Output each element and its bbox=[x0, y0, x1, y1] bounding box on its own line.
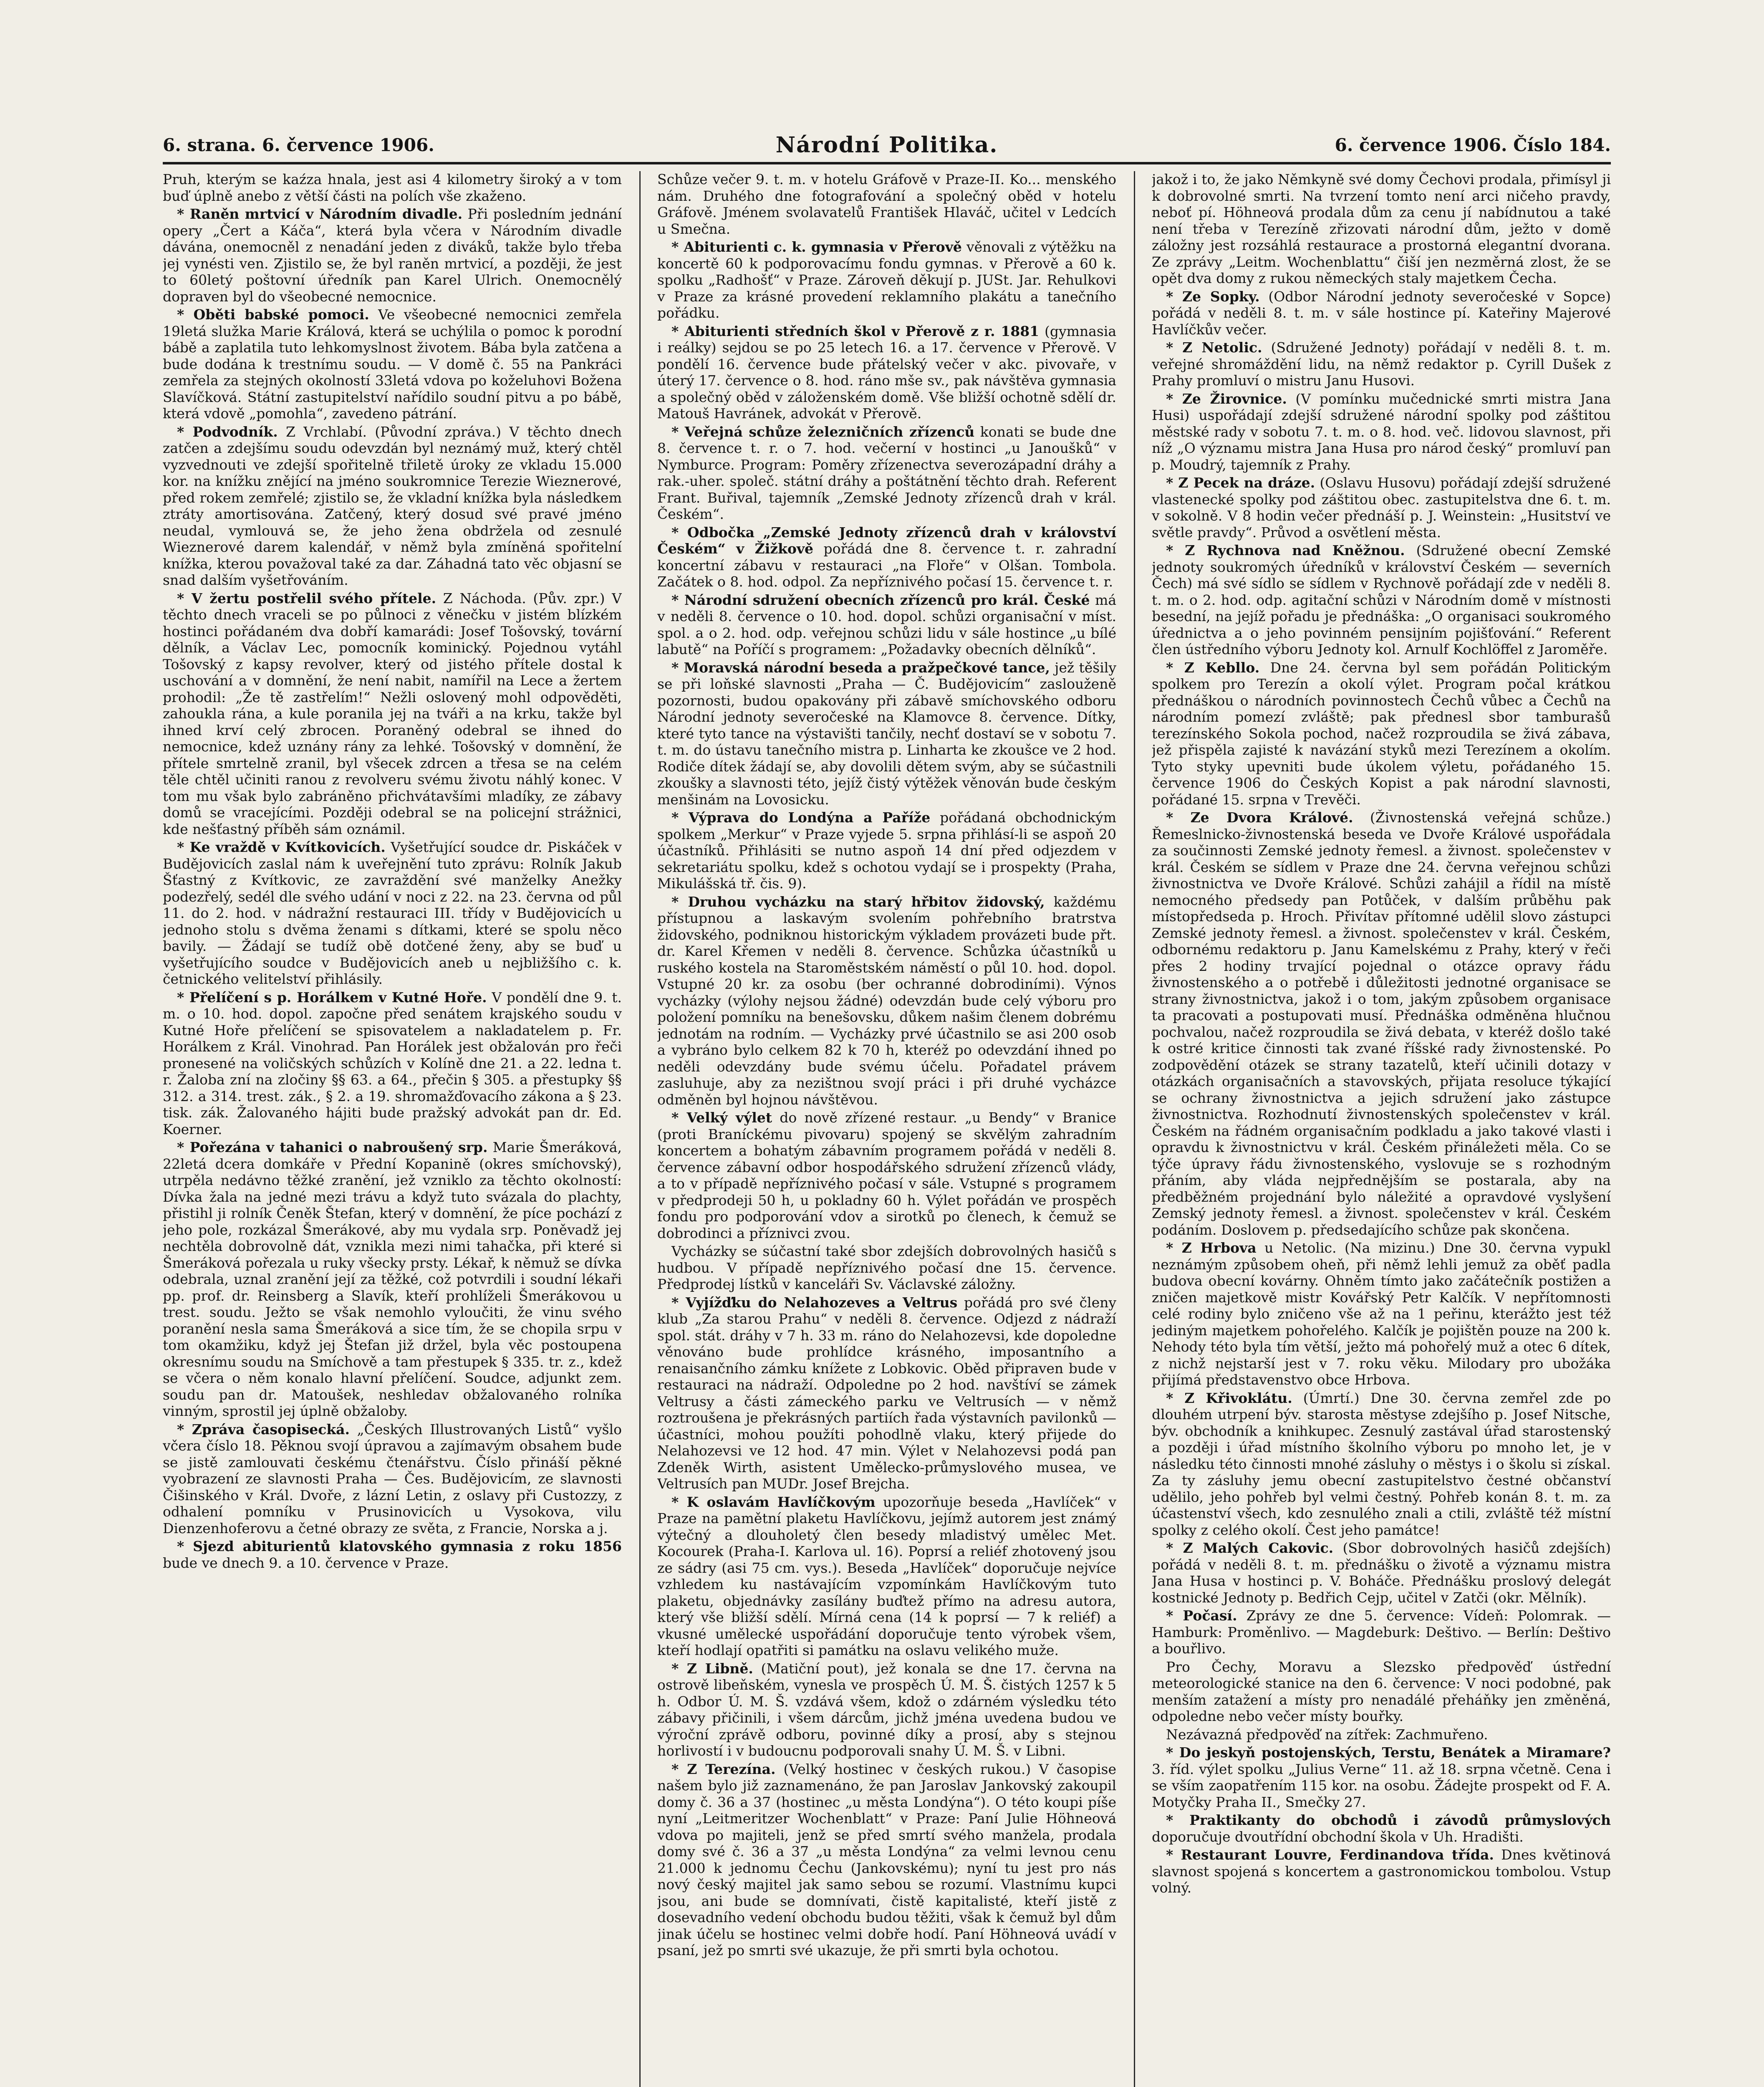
article-paragraph bbox=[163, 171, 622, 204]
article-text: konati se bude dne 8. července t. r. o 7. hod. večerní v hostinci „u Janoušků“ v Nymburce. Program: Poměry zřízenectva severozápadní dráhy a rak.-uher. společ. státní dráhy a poštátnění těchto drah. Referent Frant. Buřival, tajemník „Zemské Jednoty zřízenců drah v král. Českém“. bbox=[657, 423, 1116, 522]
article-paragraph bbox=[1152, 1390, 1611, 1539]
article-text: Pruh, kterým se kaźza hnala, jest asi 4 kilometry široký a v tom buď úplně anebo z větší části na polích vše zkaženo. bbox=[163, 171, 622, 204]
article-text: bude ve dnech 9. a 10. července v Praze. bbox=[163, 1554, 449, 1571]
article-text: věnovali z výtěžku na koncertě 60 k podporovacímu fondu gymnas. v Přerově a 60 k. spolku „Radhošť“ v Praze. Zároveň děkují p. JUSt. Jar. Rehulkovi v Praze za krásné provedení reklamního plakátu a tanečního pořádku. bbox=[657, 239, 1116, 321]
article-heading: * K oslavám Havlíčkovým bbox=[671, 1493, 876, 1510]
article-heading: * Z Kebllo. bbox=[1166, 659, 1260, 676]
article-heading: * Ze Žirovnice. bbox=[1166, 390, 1287, 407]
article-heading: * Počasí. bbox=[1166, 1607, 1237, 1624]
article-paragraph bbox=[657, 1761, 1116, 1959]
article-text: Z Vrchlabí. (Původní zpráva.) V těchto dnech zatčen a zdejšímu soudu odevzdán byl neznámý muž, který chtěl vyzvednouti ve zdejší spořitelně třiletě úroky ze vkladu 15.000 kor. na knížku znějící na jméno soukromnice Terezie Wieznerové, před rokem zemřelé; zjistilo se, že vkladní knížka byla následkem ztráty amortisována. Zatčený, který dosud své pravé jméno neudal, vymlouvá se, že jeho žena obdržela od zesnulé Wieznerové darem kalendář, v němž byla zmíněná spořitelní knížka, kterou považoval také za dar. Záhadná tato věc objasní se snad dalším vyšetřováním. bbox=[163, 423, 622, 588]
masthead-rule bbox=[163, 162, 1611, 164]
article-text: jakož i to, že jako Němkyně své domy Čechovi prodala, přimísyl ji k dobrovolné smrti. Na tvrzení tomto není arci ničeho pravdy, neboť pí. Höhneová prodala dům za cenu jí nabídnutou a také není třeba v Terezíně zřizovati národní dům, ježto v domě záložny jest rozsáhlá restaurace a prostorná elegantní dvorana. Ze zprávy „Leitm. Wochenblattu“ čiší jen nezměrná zlost, že se opět dva domy z rukou německých staly majetkem Čecha. bbox=[1152, 171, 1611, 286]
article-text: Při posledním jednání opery „Čert a Káča“, která byla včera v Národním divadle dávána, onemocněl z nenadání jeden z diváků, takže bylo třeba jej vynésti ven. Zjistilo se, že byl raněn mrtvicí, a později, že jest to 60letý poštovní úředník pan Karel Ulrich. Onemocnělý dopraven byl do všeobecné nemocnice. bbox=[163, 206, 622, 305]
article-text: Nezávazná předpověď na zítřek: Zachmuřeno. bbox=[1166, 1726, 1488, 1743]
article-paragraph bbox=[1152, 542, 1611, 658]
article-text: Zprávy ze dne 5. července: Vídeň: Polomrak. — Hamburk: Proměnlivo. — Magdeburk: Deštivo. — Berlín: Deštivo a bouřlivo. bbox=[1152, 1607, 1611, 1657]
article-paragraph bbox=[1152, 1812, 1611, 1845]
page-number-date: 6. strana. 6. července 1906. bbox=[163, 135, 434, 155]
article-text: Marie Šmeráková, 22letá dcera domkáře v Přední Kopanině (okres smíchovský), utrpěla nedávno těžké zranění, jež vzniklo za těchto okolností: Dívka žala na jedné mezi trávu a když tuto svázala do plachty, přistihl ji rolník Čeněk Štefan, který v domnění, že píce pochází z jeho pole, rozkázal Šmerákové, aby mu vydala srp. Poněvadž jej nechtěla dobrovolně dát, vznikla mezi nimi tahačka, při které si Šmeráková pořezala u ruky všecky prsty. Lékař, k němuž se dívka odebrala, uznal zranění její za těžké, což potvrdili i soudní lékaři pp. prof. dr. Reinsberg a Slavík, kteří prohlíželi Šmerákovou u trest. soudu. Ježto se však nemohlo vyloučiti, že vinu svého poranění nesla sama Šmeráková a sice tím, že se chopila srpu v tom okamžiku, když jej Štefan již držel, byla věc postoupena okresnímu soudu na Smíchově a tam přestupek § 335. tr. z., kdež se včera o něm konalo hlavní přelíčení. Soudce, adjunkt zem. soudu pan dr. Matoušek, neshledav obžalovaného rolníka vinným, sprostil jej úplně obžaloby. bbox=[163, 1139, 622, 1419]
article-paragraph bbox=[657, 1660, 1116, 1759]
article-heading: * Z Netolic. bbox=[1166, 339, 1262, 356]
article-heading: * Z Hrbova bbox=[1166, 1240, 1257, 1256]
article-paragraph bbox=[163, 424, 622, 589]
article-text: (Sdružené obecní Zemské jednoty soukromých úředníků v království Českém — severních Čech) má své sídlo se sídlem v Rychnově pořádají zde v neděli 8. t. m. o 2. hod. odp. agitační schůzi v Národním domě v místnosti besední, na jejíž pořadu je přednáška: „O organisaci soukromého úřednictva a o jeho povinném pensijním pojišťování.“ Referent člen ústředního výboru Jednoty kol. Arnulf Kochlöffel z Jaroměře. bbox=[1152, 542, 1611, 657]
column-3 bbox=[1152, 171, 1611, 2087]
article-text: (V pomínku mučednické smrti mistra Jana Husi) uspořádají zdejší sdružené národní spolky pod záštitou městské rady v sobotu 7. t. m. o 8. hod. več. lidovou slavnost, při níž „O významu mistra Jana Husa pro národ český“ promluví pan p. Moudrý, tajemník z Prahy. bbox=[1152, 390, 1611, 473]
article-paragraph bbox=[657, 171, 1116, 237]
article-paragraph bbox=[163, 1421, 622, 1537]
article-heading: * Abiturienti c. k. gymnasia v Přerově bbox=[671, 239, 962, 255]
article-heading: * Výprava do Londýna a Paříže bbox=[671, 809, 931, 826]
article-paragraph bbox=[657, 809, 1116, 892]
column-divider-2 bbox=[1134, 171, 1135, 2087]
article-paragraph bbox=[657, 524, 1116, 590]
article-paragraph bbox=[657, 239, 1116, 321]
article-heading: * Zpráva časopisecká. bbox=[177, 1421, 350, 1438]
article-heading: * Raněn mrtvicí v Národním divadle. bbox=[177, 206, 463, 222]
article-paragraph bbox=[163, 590, 622, 838]
article-text: u Netolic. (Na mizinu.) Dne 30. června vypukl neznámým způsobem oheň, při němž lehli jemuž za oběť padla budova obecní kovárny. Ohněm tímto jako začátečník postižen a zničen majetkově mistr Kovářský Petr Kalčík. V nepřítomnosti celé rodiny bylo zničeno vše až na 1 peřinu, kterážto jest též jediným majetkem pohořelého. Kalčík je pojištěn pouze na 200 k. Nehody této byla tím větší, ježto má pohořelý muž a otec 6 dítek, z nichž nejstarší jest v 7. roku věku. Milodary pro ubožáka přijímá představenstvo obce Hrbova. bbox=[1152, 1240, 1611, 1388]
article-heading: * Z Křivoklátu. bbox=[1166, 1390, 1292, 1406]
issue-number-date: 6. července 1906. Číslo 184. bbox=[1335, 135, 1611, 155]
column-divider-1 bbox=[639, 171, 641, 2087]
article-heading: * Z Rychnova nad Kněžnou. bbox=[1166, 542, 1405, 558]
article-text: jež těšily se při loňské slavnosti „Praha — Č. Budějovicím“ zaslouženě pozornosti, budou opakovány při zábavě smíchovského odboru Národní jednoty severočeské na Klamovce 8. července. Dítky, které tyto tance na výstavišti tančily, nechť dostaví se v sobotu 7. t. m. do ústavu tanečního mistra p. Linharta ke zkoušce ve 2 hod. Rodiče dítek žádají se, aby dovolili dětem svým, aby se súčastnili zkoušky a slavnosti této, jejíž čistý výtěžek věnován bude českým menšinám na Lovosicku. bbox=[657, 659, 1116, 808]
article-heading: * Moravská národní beseda a pražpečkové tance, bbox=[671, 659, 1050, 676]
newspaper-page bbox=[163, 134, 1611, 2087]
article-paragraph bbox=[657, 1494, 1116, 1659]
article-text: (gymnasia i reálky) sejdou se po 25 letech 16. a 17. července v Přerově. V pondělí 16. července bude přátelský večer v akc. pivovaře, v úterý 17. července o 8. hod. ráno mše sv., pak návštěva gymnasia a společný oběd v záloženském domě. Vše bližší ochotně sdělí dr. Matouš Havránek, advokát v Přerově. bbox=[657, 323, 1116, 422]
article-paragraph bbox=[1152, 339, 1611, 389]
column-1 bbox=[163, 171, 622, 2087]
article-paragraph bbox=[657, 894, 1116, 1108]
article-heading: * Ke vraždě v Kvítkovicích. bbox=[177, 839, 386, 855]
article-text: Ve všeobecné nemocnici zemřela 19letá služka Marie Králová, která se uchýlila o pomoc k porodní bábě a zaplatila tuto lehkomyslnost životem. Bába byla zatčena a bude dodána k trestnímu soudu. — V domě č. 55 na Pankráci zemřela za stejných okolností 33letá vdova po koželuhovi Božena Slavíčková. Státní zastupitelství nařídilo soudní pitvu a po bábě, která vdově „pomohla“, zavedeno pátrání. bbox=[163, 306, 622, 422]
article-text: (Sdružené Jednoty) pořádají v neděli 8. t. m. veřejné shromáždění lidu, na němž redaktor p. Cyrill Dušek z Prahy promluví o mistru Janu Husovi. bbox=[1152, 339, 1611, 389]
article-paragraph bbox=[1152, 809, 1611, 1238]
article-paragraph bbox=[657, 1294, 1116, 1492]
article-heading: * Oběti babské pomoci. bbox=[177, 306, 369, 323]
article-text: (Sbor dobrovolných hasičů zdejších) pořádá v neděli 8. t. m. přednášku o životě a významu mistra Jana Husa v hostinci p. V. Boháče. Přednášku proslový delegát kostnické Jednoty p. Bedřich Cejp, učitel v Zatči (okr. Mělník). bbox=[1152, 1540, 1611, 1606]
article-heading: * Velký výlet bbox=[671, 1109, 772, 1126]
article-heading: * Vyjížďku do Nelahozeves a Veltrus bbox=[671, 1294, 958, 1311]
article-paragraph bbox=[163, 1139, 622, 1420]
article-text: (Oslavu Husovu) pořádají zdejší sdružené vlastenecké spolky pod záštitou obec. zastupitelstva dne 6. t. m. v sokolně. V 8 hodin večer přednáší p. J. Weinstein: „Husitství ve světle pravdy“. Průvod a osvětlení města. bbox=[1152, 475, 1611, 541]
article-heading: * V žertu postřelil svého přítele. bbox=[177, 590, 437, 606]
article-heading: * Veřejná schůze železničních zřízenců bbox=[671, 423, 975, 440]
article-text: Schůze večer 9. t. m. v hotelu Gráfově v Praze-II. Ko... menského nám. Druhého dne fotografování a společný oběd v hotelu Gráfově. Jménem svolavatelů František Hlaváč, učitel v Ledcích u Smečna. bbox=[657, 171, 1116, 237]
article-paragraph bbox=[1152, 659, 1611, 808]
article-text: 3. říd. výlet spolku „Julius Verne“ 11. až 18. srpna včetně. Cena i se vším zaopatřením 115 kor. na osobu. Žádejte prospekt od F. A. Motyčky Praha II., Smečky 27. bbox=[1152, 1761, 1611, 1810]
article-text: pořádá dne 8. července t. r. zahradní koncertní zábavu v restauraci „na Floře“ v Olšan. Tombola. Začátek o 8. hod. odpol. Za nepříznivého počasí 15. července t. r. bbox=[657, 541, 1116, 590]
article-text: (Živnostenská veřejná schůze.) Řemeslnicko-živnostenská beseda ve Dvoře Králové uspořádala za součinnosti Zemské jednoty řemesl. a živnost. společenstev v král. Českém se sídlem v Praze dne 24. června veřejnou schůzi živnostnictva ve Dvoře Králové. Schůzi zahájil a řídil na místě nemocného předsedy pan Potůček, v dalším průběhu pak místopředseda p. Hroch. Přivítav přítomné udělil slovo zástupci Zemské jednoty řemesl. a živnost. společenstev v král. Českém, odbornému redaktoru p. Janu Kamelskému z Prahy, který v řeči přes 2 hodiny trvající pojednal o otázce opravy řádu živnostenského a o potřebě i důležitosti jednotné organisace se strany živnostnictva, jakož i o tom, jakým způsobem organisace ta pracovati a postupovati musí. Přednáška odměněna hlučnou pochvalou, načež rozproudila se živá debata, v kteréž došlo také k ostré kritice činnosti tak zvané říšské rady živnostenské. Po zodpovědění otázek se strany tazatelů, kteří učinili dotazy v otázkách organisačních a stavovských, přijata resoluce týkající se ochrany živnostnictva a jejich sdružení jako zástupce živnostnictva. Rozhodnutí živnostenských společenstev v král. Českém na řádném organisačním podkladu a jako takové vlasti i opravdu k živnostnictvu v král. Českém přináležeti měla. Co se týče úpravy řádu živnostenského, vyslovuje se s rozhodným přáním, aby vláda nejpřednějším se postarala, aby na předběžném projednání bylo náležité a opravdové vyslyšení Zemský jednoty řemesl. a živnost. společenstev v král. Českém podáním. Doslovem p. předsedajícího schůze pak skončena. bbox=[1152, 809, 1611, 1238]
article-paragraph bbox=[1152, 171, 1611, 287]
article-heading: * Abiturienti středních škol v Přerově z r. 1881 bbox=[671, 323, 1040, 339]
article-text: má v neděli 8. července o 10. hod. dopol. schůzi organisační v míst. spol. a o 2. hod. odp. veřejnou schůzi lidu v sále hostince „u bílé labutě“ na Poříčí s programem: „Požadavky obecních dělníků“. bbox=[657, 591, 1116, 657]
article-heading: * Z Malých Cakovic. bbox=[1166, 1540, 1334, 1556]
article-heading: * Národní sdružení obecních zřízenců pro král. České bbox=[671, 591, 1090, 608]
article-paragraph bbox=[657, 424, 1116, 523]
article-heading: * Z Terezína. bbox=[671, 1761, 776, 1777]
article-paragraph bbox=[657, 1243, 1116, 1293]
article-paragraph bbox=[1152, 1607, 1611, 1657]
article-heading: * Praktikanty do obchodů i závodů průmyslových bbox=[1166, 1812, 1611, 1828]
article-text: (Matiční pout), jež konala se dne 17. června na ostrově libeňském, vynesla ve prospěch Ú. M. Š. čistých 1257 k 5 h. Odbor Ú. M. Š. vzdává všem, kdož o zdárném výsledku této zábavy přičinili, i všem dárcům, jichž jména uvedena budou ve výroční zprávě odboru, povinné díky a prosí, aby s stejnou horlivostí i v budoucnu podporovali snahy Ú. M. Š. v Libni. bbox=[657, 1660, 1116, 1759]
article-paragraph bbox=[1152, 475, 1611, 541]
article-text: Pro Čechy, Moravu a Slezsko předpověď ústřední meteorologické stanice na den 6. července: V noci podobné, pak menším zatažení a místy pro nenadálé přeháňky jen změněná, odpoledne nebo večer místy bouřky. bbox=[1152, 1658, 1611, 1724]
article-text: (Velký hostinec v českých rukou.) V časopise našem bylo již zaznamenáno, že pan Jaroslav Jankovský zakoupil domy č. 36 a 37 (hostinec „u města Londýna“). O této koupi píše nyní „Leitmeritzer Wochenblatt“ v Praze: Paní Julie Höhneová vdova po majiteli, jenž se před smrtí svého manžela, prodala domy své č. 36 a 37 „u města Londýna“ za velmi levnou cenu 21.000 k jednomu Čechu (Jankovskému); nyní tu jest pro nás nový český majitel jak samo sebou se rozumí. Vlastnímu kupci jsou, ani bude se domnívati, čistě kapitalisté, kteří jistě z dosevadního vedení obchodu budou těžiti, však k čemuž byl dům jinak účelu se hostinec velmi dobře hodí. Paní Höhneová uvádí v psaní, jež po smrti své ukazuje, že při smrti byla ochotou. bbox=[657, 1761, 1116, 1958]
column-2 bbox=[657, 171, 1116, 2087]
article-text: (Odbor Národní jednoty severočeské v Sopce) pořádá v neděli 8. t. m. v sále hostince pí. Kateřiny Majerové Havlíčkův večer. bbox=[1152, 288, 1611, 338]
article-paragraph bbox=[657, 1109, 1116, 1241]
article-paragraph bbox=[1152, 1540, 1611, 1606]
masthead bbox=[163, 134, 1611, 157]
article-text: „Českých Illustrovaných Listů“ vyšlo včera číslo 18. Pěknou svojí úpravou a zajímavým obsahem bude se jistě zamlouvati českému čtenářstvu. Číslo přináší pěkné vyobrazení ze slavnosti Praha — Čes. Budějovicím, ze slavnosti Čišinského v Král. Dvoře, z lázní Letin, z oslavy při Custozzy, z odhalení pomníku v Prusinovicích u Vysokova, vilu Dienzenhoferovu a četné obrazy ze světa, z Francie, Norska a j. bbox=[163, 1421, 622, 1536]
article-text: pořádá pro své členy klub „Za starou Prahu“ v neděli 8. července. Odjezd z nádraží spol. stát. dráhy v 7 h. 33 m. ráno do Nelahozevsi, kde dopoledne věnováno bude prohlídce krásného, imposantního a renaisančního zámku knížete z Lobkovic. Oběd připraven bude v restauraci na nádraží. Odpoledne po 2 hod. navštíví se zámek Veltrusy a části zámeckého parku ve Veltrusích — v němž roztroušena je překrásných partiích řada výstavních pavilonků — účastníci, mohou použíti pohodlně vlaku, který přijede do Nelahozevsi ve 12 hod. 47 min. Výlet v Nelahozevsi podá pan Zdeněk Wirth, asistent Umělecko-průmyslového musea, ve Veltrusích pan MUDr. Josef Brejcha. bbox=[657, 1294, 1116, 1492]
article-paragraph bbox=[657, 592, 1116, 658]
article-paragraph bbox=[163, 989, 622, 1138]
article-heading: * Podvodník. bbox=[177, 423, 278, 440]
article-paragraph bbox=[1152, 1847, 1611, 1896]
article-text: V pondělí dne 9. t. m. o 10. hod. dopol. započne před senátem krajského soudu v Kutné Hoře přelíčení se spisovatelem a nakladatelem p. Fr. Horálkem z Král. Vinohrad. Pan Horálek jest obžalován pro řeči pronesené na voličských schůzích v Kolíně dne 21. a 22. ledna t. r. Žaloba zní na zločiny §§ 63. a 64., přečin § 305. a přestupky §§ 312. a 314. trest. zák., § 2. a 19. shromažďovacího zákona a § 23. tisk. zák. Žalovaného hájiti bude pražský advokát pan dr. Ed. Koerner. bbox=[163, 989, 622, 1137]
article-paragraph bbox=[163, 1538, 622, 1571]
article-text: Vycházky se súčastní také sbor zdejších dobrovolných hasičů s hudbou. V případě nepříznivého počasí dne 15. července. Předprodej lístků v kanceláři Sv. Václavské záložny. bbox=[657, 1243, 1116, 1292]
article-paragraph bbox=[657, 659, 1116, 808]
article-paragraph bbox=[1152, 1726, 1611, 1743]
article-heading: * Ze Sopky. bbox=[1166, 288, 1260, 305]
article-heading: * Do jeskyň postojenských, Terstu, Benátek a Miramare? bbox=[1166, 1744, 1611, 1761]
article-paragraph bbox=[1152, 1240, 1611, 1388]
article-paragraph bbox=[1152, 1659, 1611, 1725]
article-heading: * Sjezd abiturientů klatovského gymnasia z roku 1856 bbox=[177, 1538, 622, 1554]
article-paragraph bbox=[1152, 391, 1611, 473]
article-heading: * Odbočka „Zemské Jednoty zřízenců drah v království Českém“ v Žižkově bbox=[657, 524, 1116, 557]
article-heading: * Z Pecek na dráze. bbox=[1166, 475, 1315, 491]
article-text: Z Náchoda. (Pův. zpr.) V těchto dnech vraceli se po půlnoci z věnečku v jistém blízkém hostinci pořádaném dva dobří kamarádi: Josef Tošovský, tovární dělník, a Václav Lec, pomocník kominický. Pojednou vytáhl Tošovský z kapsy revolver, který od jistého přítele dostal k uschování a v domnění, že není nabit, namířil na Lece a žertem prohodil: „Že tě zastřelím!“ Nežli oslovený mohl odpověděti, zahoukla rána, a kule poranila jej na tváři a na krku, takže byl ihned krví celý zbrocen. Poraněný odebral se ihned do nemocnice, kdež uznány rány za lehké. Tošovský v domnění, že přítele smrtelně zranil, byl všecek zdrcen a třesa se na celém těle chtěl učiniti ranou z revolveru svému životu náhlý konec. V tom mu však bylo zabráněno přichvátavšími mladíky, ze zábavy domů se vracejícími. Později odebral se na policejní strážnici, kde nešťastný příběh sám oznámil. bbox=[163, 590, 622, 837]
article-text: pořádaná obchodnickým spolkem „Merkur“ v Praze vyjede 5. srpna přihlásí-li se aspoň 20 účastníků. Přihlásiti se nutno aspoň 14 dní před odjezdem v sekretariátu spolku, kdež s ochotou vydají se i prospekty (Praha, Mikulášská tř. čis. 9). bbox=[657, 809, 1116, 892]
article-paragraph bbox=[1152, 1744, 1611, 1810]
article-heading: * Druhou vycházku na starý hřbitov židovský, bbox=[671, 893, 1045, 910]
article-text: Vyšetřující soudce dr. Piskáček v Budějovicích zaslal nám k uveřejnění tuto zprávu: Rolník Jakub Šťastný z Kvítkovic, ze zavraždění své manželky Anežky podezřelý, sedél dle svého udání v noci z 22. na 23. června od půl 11. do 2. hod. v nádražní restauraci III. třídy v Budějovicích u jednoho stolu s dvěma ženami s dítkami, které se spolu něco bavily. — Žádají se tudíž obě dotčené ženy, aby se buď u vyšetřujícího soudce v Budějovicích aneb u nejbližšího c. k. četnického velitelství přihlásily. bbox=[163, 839, 622, 987]
article-paragraph bbox=[163, 839, 622, 988]
article-text: každému přístupnou a laskavým svolením pohřebního bratrstva židovského, podniknou historickým výkladem provázeti bude přt. dr. Karel Křemen v neděli 8. července. Schůzka účastníků u ruského kostela na Staroměstském náměstí o půl 10. hod. dopol. Vstupné 20 kr. za osobu (ber ochranné dobrodiními). Výnos vycházky (výlohy nejsou žádné) odevzdán bude celý výboru pro položení pomníku na benešovsku, důkem našim členem dobrému jednotám na rodním. — Vycházky prvé účastnilo se asi 200 osob a vybráno bylo celkem 82 k 70 h, kteréž po odevzdání ihned po neděli odevzdány bude svému účelu. Pořadatel právem zasluhuje, aby za nezištnou svojí práci i při druhé vycházce odměněn byl hojnou návštěvou. bbox=[657, 893, 1116, 1108]
article-heading: * Přelíčení s p. Horálkem v Kutné Hoře. bbox=[177, 989, 487, 1006]
article-paragraph bbox=[657, 323, 1116, 422]
article-heading: * Pořezána v tahanici o nabroušený srp. bbox=[177, 1139, 488, 1155]
article-heading: * Restaurant Louvre, Ferdinandova třída. bbox=[1166, 1847, 1494, 1863]
article-text: upozorňuje beseda „Havlíček“ v Praze na pamětní plaketu Havlíčkovu, jejímž autorem jest známý výtečný a dlouholetý člen besedy mladistvý umělec Met. Kocourek (Praha-I. Karlova ul. 16). Poprsí a reliéf zhotovený jsou ze sádry (asi 75 cm. vys.). Beseda „Havlíček“ doporučuje nejvíce vzhledem ku nastávajícím vzpomínkám Havlíčkovým tuto plaketu, objednávky zasílány buďtež přímo na adresu autora, který vše bližší sdělí. Mírná cena (14 k poprsí — 7 k reliéf) a vkusné umělecké uspořádání doporučuje tento výrobek všem, kteří hodlají opatřiti si památku na oslavu velikého muže. bbox=[657, 1493, 1116, 1658]
article-text: Dne 24. června byl sem pořádán Politickým spolkem pro Terezín a okolí výlet. Program počal krátkou přednáškou o národních povinnostech Čechů vůbec a Čechů na národním pomezí zvláště; pak přednesl sbor tamburašů terezínského Sokola pochod, načež rozproudila se živá zábava, jež přispěla zajisté k navázání styků mezi Terezínem a okolím. Tyto styky upevniti bude úkolem výletu, pořádaného 15. července 1906 do Českých Kopist a pak národní slavnosti, pořádané 15. srpna v Trevěči. bbox=[1152, 659, 1611, 808]
article-paragraph bbox=[163, 306, 622, 422]
article-heading: * Ze Dvora Králové. bbox=[1166, 809, 1353, 826]
article-heading: * Z Libně. bbox=[671, 1660, 753, 1677]
article-text: doporučuje dvoutřídní obchodní škola v Uh. Hradišti. bbox=[1152, 1828, 1524, 1845]
article-paragraph bbox=[163, 206, 622, 305]
newspaper-title: Národní Politika. bbox=[775, 132, 998, 158]
article-paragraph bbox=[1152, 288, 1611, 338]
article-text: Dnes květinová slavnost spojená s koncertem a gastronomickou tombolou. Vstup volný. bbox=[1152, 1847, 1611, 1896]
article-text: (Úmrtí.) Dne 30. června zemřel zde po dlouhém utrpení býv. starosta městyse zdejšího p. Josef Nitsche, býv. obchodník a knihkupec. Zesnulý zastával úřad starostenský a později i úřad místního školního výboru po mnoho let, je v následku této činnosti mnohé zásluhy o městys i o školu si získal. Za ty zásluhy jemu obecní zastupitelstvo čestné občanství udělilo, jeho pohřeb byl velmi čestný. Pohřeb konán 8. t. m. za účastenství všech, kdo zesnulého znali a ctili, zvláště též místní spolky z celého okolí. Čest jeho památce! bbox=[1152, 1390, 1611, 1538]
article-text: do nově zřízené restaur. „u Bendy“ v Branice (proti Braníckému pivovaru) spojený se skvělým zahradním koncertem a bohatým zábavním programem pořádá v neděli 8. července zábavní odbor hospodářského sdružení zřízenců vlády, a to v případě nepříznivého počasí v sále. Vstupné s programem v předprodeji 50 h, u pokladny 60 h. Výlet pořádán ve prospěch fondu pro podporování vdov a sirotků po členech, k čemuž se dobrodinci a příznivci zvou. bbox=[657, 1109, 1116, 1241]
